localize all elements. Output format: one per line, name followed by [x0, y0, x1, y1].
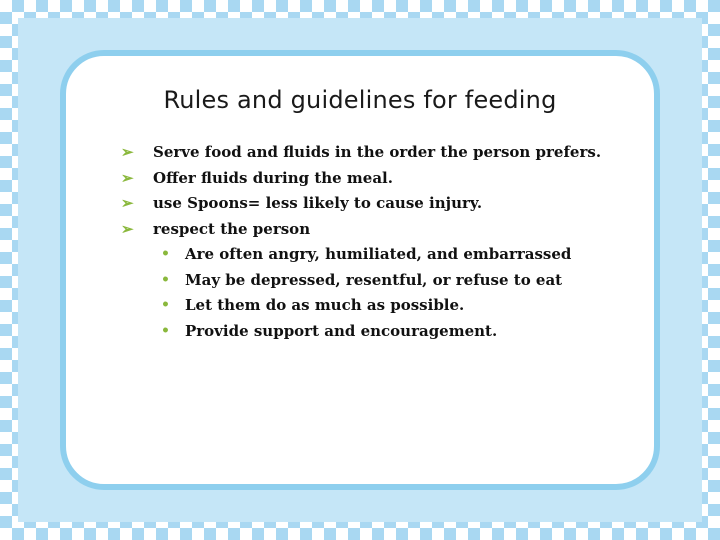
bullet-list [121, 140, 681, 344]
sub-list-item [121, 293, 681, 319]
bullet-text: use Spoons= less likely to cause injury. [153, 194, 483, 212]
dot-bullet-icon: • [161, 322, 170, 339]
sub-list-item [121, 319, 681, 345]
sub-bullet-text: Let them do as much as possible. [185, 296, 465, 314]
bullet-text: respect the person [153, 219, 311, 238]
sub-bullet-text: May be depressed, resentful, or refuse to eat [185, 270, 563, 289]
bullet-text: Serve food and fluids in the order the person prefers. [153, 143, 602, 161]
arrow-bullet-icon: ➢ [121, 168, 134, 187]
arrow-bullet-icon: ➢ [121, 143, 134, 161]
dot-bullet-icon: • [161, 246, 170, 262]
sub-list-item [121, 268, 681, 294]
sub-bullet-text: Are often angry, humiliated, and embarrassed [185, 245, 572, 263]
slide-title: Rules and guidelines for feeding [163, 86, 557, 114]
arrow-bullet-icon: ➢ [121, 194, 134, 212]
dot-bullet-icon: • [161, 297, 170, 313]
sub-list-item [121, 242, 681, 268]
arrow-bullet-icon: ➢ [121, 219, 134, 238]
list-item [121, 217, 681, 243]
dot-bullet-icon: • [161, 271, 170, 288]
bullet-text: Offer fluids during the meal. [153, 168, 393, 187]
list-item [121, 140, 681, 166]
sub-bullet-text: Provide support and encouragement. [185, 321, 498, 340]
list-item [121, 191, 681, 217]
list-item [121, 166, 681, 192]
